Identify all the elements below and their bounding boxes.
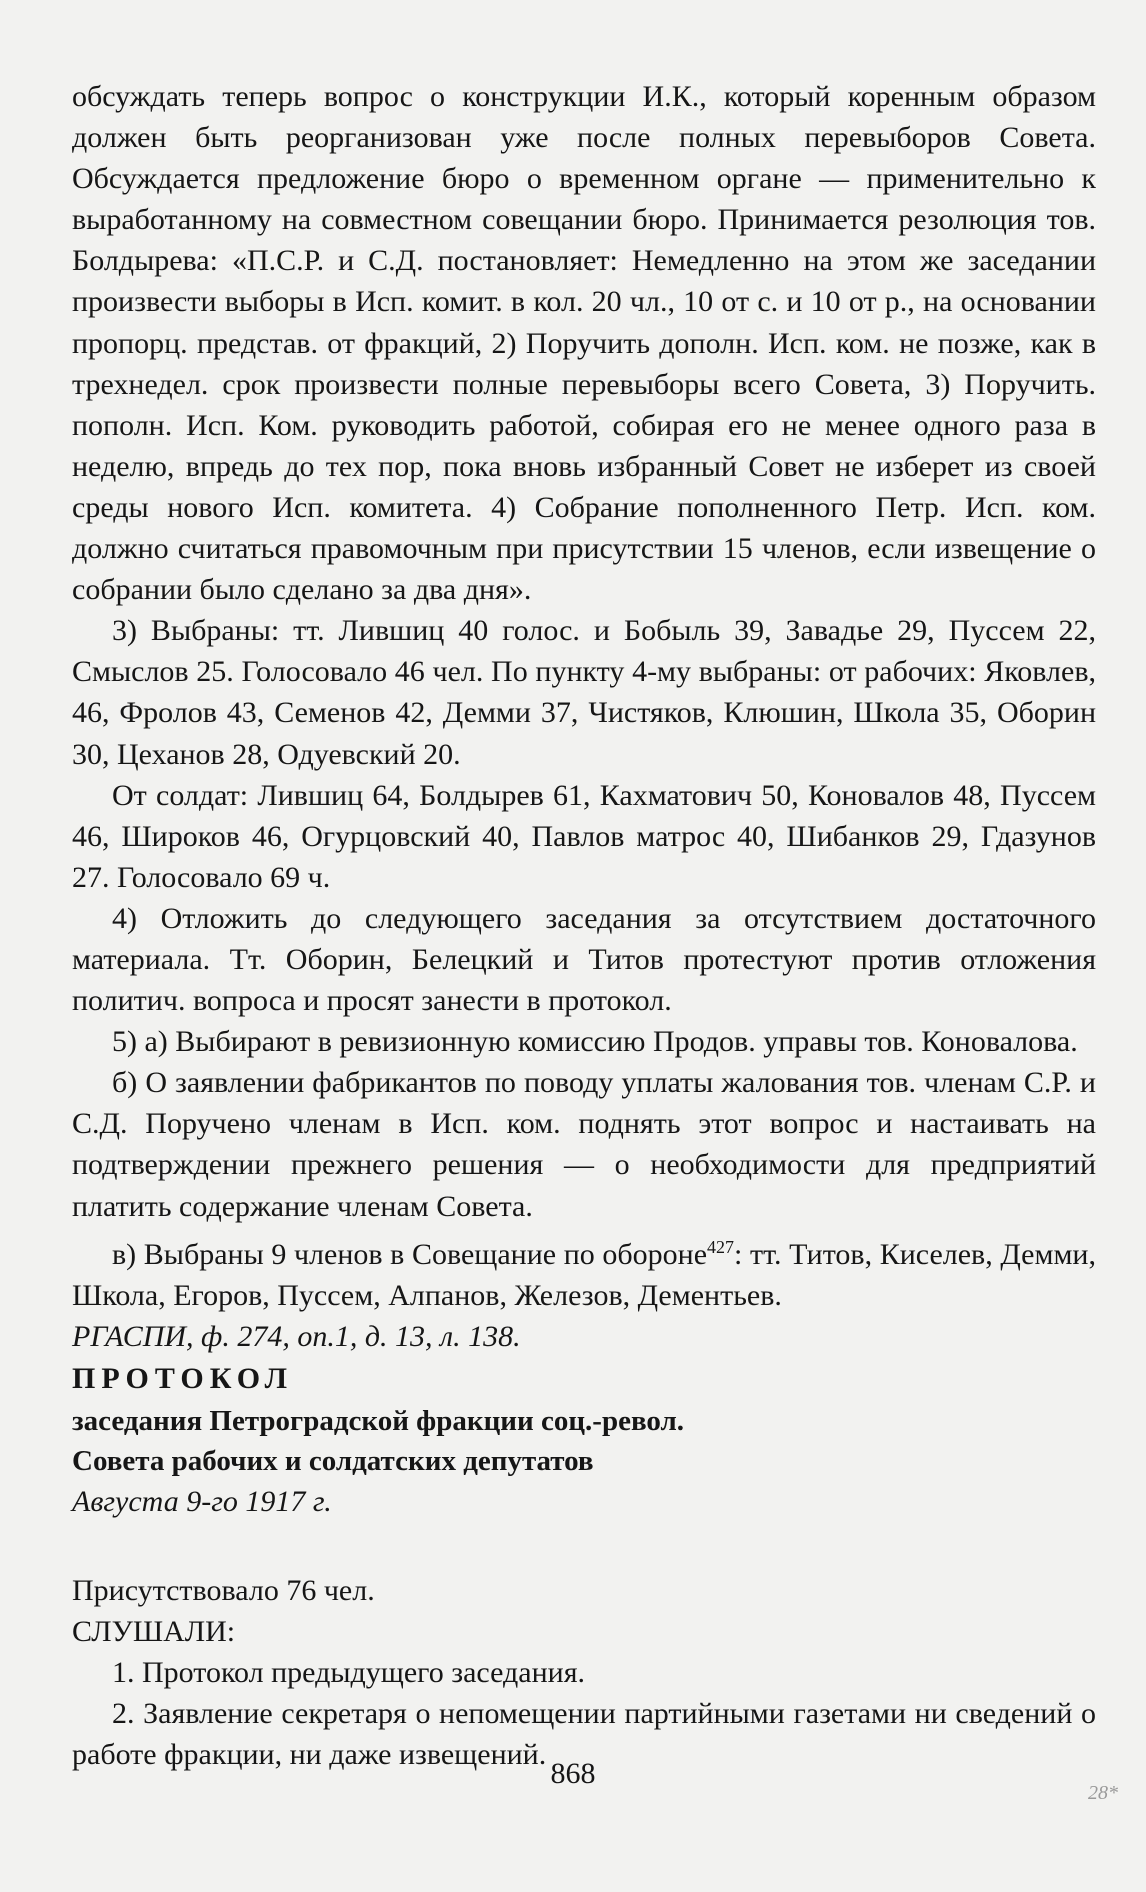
agenda-item-1: 1. Протокол предыдущего заседания.: [112, 1656, 585, 1689]
defense-council-members: : тт. Титов, Киселев, Демми, Школа, Егоров, Пуссем, Алпанов, Железов, Дементьев.: [72, 1237, 1096, 1312]
protocol-subtitle-line2: Совета рабочих и солдатских депутатов: [72, 1444, 594, 1477]
main-text: [72, 76, 1096, 1775]
page-number: 868: [550, 1757, 596, 1790]
paragraph-soldiers: От солдат: Лившиц 64, Болдырев 61, Кахматович 50, Коновалов 48, Пуссем 46, Широков 46, Огурцовский 40, Павлов матрос 40, Шибанков 29, Гдазунов 27. Голосовало 69 ч.: [72, 778, 1096, 894]
paragraph-resolution: обсуждать теперь вопрос о конструкции И.К., который коренным образом должен быть реорганизован уже после полных перевыборов Совета. Обсуждается предложение бюро о временном органе — применительно к выработанному на совместном совещании бюро. Принимается резолюция тов. Болдырева: «П.С.Р. и С.Д. постановляет: Немедленно на этом же заседании произвести выборы в Исп. комит. в кол. 20 чл., 10 от с. и 10 от р., на основании пропорц. представ. от фракций, 2) Поручить дополн. Исп. ком. не позже, как в трехнедел. срок произвести полные перевыборы всего Совета, 3) Поручить. пополн. Исп. Ком. руководить работой, собирая его не менее одного раза в неделю, впредь до тех пор, пока вновь избранный Совет не изберет из своей среды нового Исп. комитета. 4) Собрание пополненного Петр. Исп. ком. должно считаться правомочным при присутствии 15 членов, если извещение о собрании было сделано за два дня».: [72, 80, 1096, 607]
paragraph-defense-council: [72, 1227, 1096, 1316]
paragraph-postpone: 4) Отложить до следующего заседания за отсутствием достаточного материала. Тт. Оборин, Белецкий и Титов протестуют против отложения политич. вопроса и просят занести в протокол.: [72, 901, 1096, 1018]
archive-source: РГАСПИ, ф. 274, оп.1, д. 13, л. 138.: [72, 1319, 521, 1353]
protocol-title: ПРОТОКОЛ: [72, 1361, 293, 1395]
protocol-subtitle-line1: заседания Петроградской фракции соц.-револ.: [72, 1404, 685, 1437]
attendance: Присутствовало 76 чел.: [72, 1573, 375, 1607]
paragraph-elected-vote: 3) Выбраны: тт. Лившиц 40 голос. и Бобыль 39, Завадье 29, Пуссем 22, Смыслов 25. Голосовало 46 чел. По пункту 4-му выбраны: от рабочих: Яковлев, 46, Фролов 43, Семенов 42, Демми 37, Чистяков, Клюшин, Школа 35, Оборин 30, Цеханов 28, Одуевский 20.: [72, 614, 1096, 771]
protocol-subtitle: [72, 1401, 1096, 1481]
spacer: [72, 1522, 1096, 1570]
footnote-reference: 427: [707, 1236, 735, 1257]
heard-heading: СЛУШАЛИ:: [72, 1614, 236, 1648]
margin-mark: 28*: [1088, 1782, 1118, 1804]
agenda-item-2: 2. Заявление секретаря о непомещении партийными газетами ни сведений о работе фракции, ни даже извещений.: [72, 1697, 1096, 1772]
protocol-date: Августа 9-го 1917 г.: [72, 1484, 332, 1518]
defense-council-text: в) Выбраны 9 членов в Совещание по обороне: [112, 1237, 708, 1271]
paragraph-revision-commission: 5) а) Выбирают в ревизионную комиссию Продов. управы тов. Коновалова.: [112, 1025, 1078, 1059]
paragraph-manufacturers: б) О заявлении фабрикантов по поводу уплаты жалования тов. членам С.Р. и С.Д. Поручено членам в Исп. ком. поднять этот вопрос и настаивать на подтверждении прежнего решения — о необходимости для предприятий платить содержание членам Совета.: [72, 1066, 1096, 1223]
